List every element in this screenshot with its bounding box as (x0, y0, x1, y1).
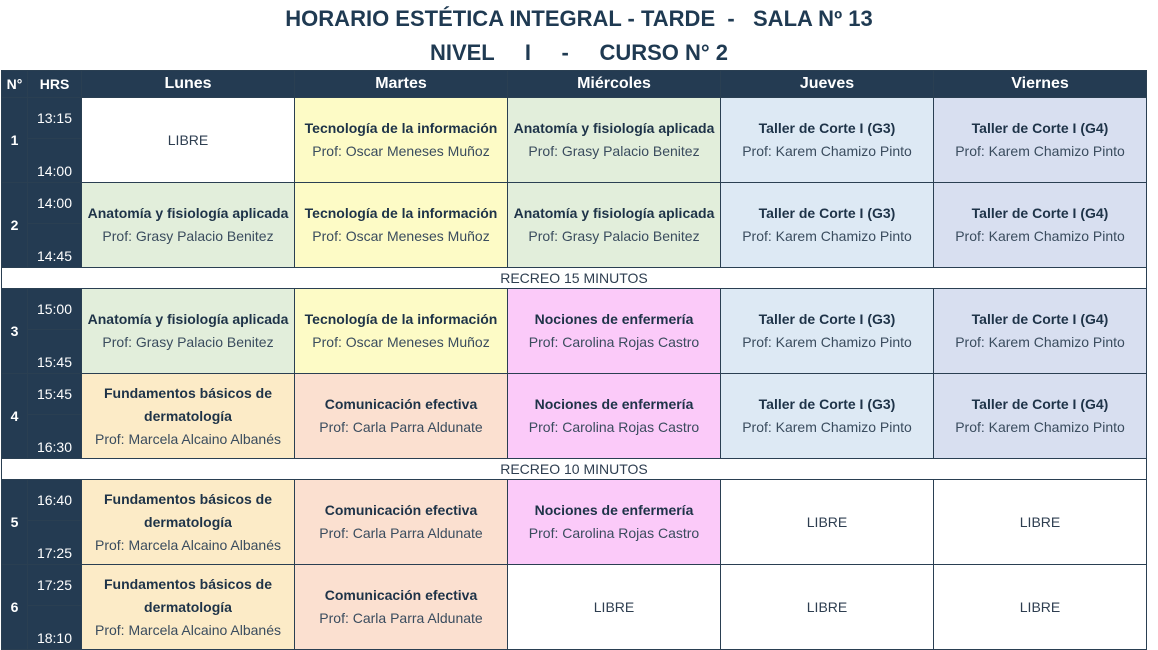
professor-name: Prof: Karem Chamizo Pinto (955, 143, 1125, 159)
recess-row (2, 268, 1147, 289)
schedule-row (2, 289, 1147, 330)
header-row (2, 71, 1147, 98)
subject-name: Taller de Corte I (G3) (758, 205, 896, 221)
recess-row (2, 459, 1147, 480)
subject-name: Anatomía y fisiología aplicada (513, 205, 715, 221)
end-time: 17:25 (28, 521, 82, 565)
subject-name: Tecnología de la información (304, 311, 498, 327)
class-cell (82, 289, 295, 374)
period-number: 6 (2, 565, 28, 650)
class-cell (82, 565, 295, 650)
subject-name: Taller de Corte I (G3) (758, 120, 896, 136)
end-time: 15:45 (28, 330, 82, 374)
recess-label: RECREO 10 MINUTOS (2, 459, 1147, 480)
professor-name: Prof: Marcela Alcaino Albanés (95, 621, 281, 638)
free-period-label: LIBRE (593, 598, 635, 615)
free-period-label: LIBRE (1019, 513, 1061, 530)
class-cell (295, 98, 508, 183)
class-cell (82, 374, 295, 459)
professor-name: Prof: Karem Chamizo Pinto (742, 143, 912, 159)
professor-name: Prof: Grasy Palacio Benitez (102, 334, 274, 350)
header-day-miercoles: Miércoles (508, 71, 721, 98)
class-cell (82, 480, 295, 565)
professor-name: Prof: Carolina Rojas Castro (528, 419, 700, 435)
schedule-row (2, 98, 1147, 139)
subject-name: Nociones de enfermería (534, 311, 694, 327)
subject-name: Comunicación efectiva (324, 502, 478, 518)
free-period-label: LIBRE (167, 131, 209, 148)
schedule-row (2, 565, 1147, 606)
end-time: 16:30 (28, 415, 82, 459)
professor-name: Prof: Oscar Meneses Muñoz (312, 334, 490, 350)
professor-name: Prof: Oscar Meneses Muñoz (312, 143, 490, 159)
class-cell (721, 374, 934, 459)
professor-name: Prof: Karem Chamizo Pinto (742, 228, 912, 244)
class-cell (295, 183, 508, 268)
subject-name: Nociones de enfermería (534, 396, 694, 412)
start-time: 15:00 (28, 289, 82, 330)
schedule-row (2, 183, 1147, 224)
schedule-table (1, 70, 1147, 650)
subject-name: Anatomía y fisiología aplicada (513, 120, 715, 136)
class-cell (721, 480, 934, 565)
free-period-label: LIBRE (806, 513, 848, 530)
period-number: 2 (2, 183, 28, 268)
header-day-martes: Martes (295, 71, 508, 98)
professor-name: Prof: Karem Chamizo Pinto (955, 228, 1125, 244)
class-cell (82, 98, 295, 183)
subject-name: Fundamentos básicos de dermatología (103, 490, 273, 530)
professor-name: Prof: Carla Parra Aldunate (319, 419, 483, 435)
class-cell (934, 565, 1147, 650)
subject-name: Taller de Corte I (G4) (971, 311, 1109, 327)
professor-name: Prof: Karem Chamizo Pinto (742, 334, 912, 350)
recess-label: RECREO 15 MINUTOS (2, 268, 1147, 289)
start-time: 14:00 (28, 183, 82, 224)
start-time: 13:15 (28, 98, 82, 139)
class-cell (721, 183, 934, 268)
class-cell (295, 289, 508, 374)
subject-name: Anatomía y fisiología aplicada (87, 205, 289, 221)
subject-name: Tecnología de la información (304, 205, 498, 221)
header-hrs: HRS (28, 71, 82, 98)
professor-name: Prof: Carolina Rojas Castro (528, 525, 700, 541)
subject-name: Taller de Corte I (G4) (971, 396, 1109, 412)
class-cell (295, 480, 508, 565)
subject-name: Anatomía y fisiología aplicada (87, 311, 289, 327)
end-time: 14:45 (28, 224, 82, 268)
subject-name: Taller de Corte I (G4) (971, 205, 1109, 221)
free-period-label: LIBRE (1019, 598, 1061, 615)
class-cell (508, 183, 721, 268)
professor-name: Prof: Grasy Palacio Benitez (102, 228, 274, 244)
period-number: 4 (2, 374, 28, 459)
professor-name: Prof: Karem Chamizo Pinto (955, 419, 1125, 435)
professor-name: Prof: Marcela Alcaino Albanés (95, 430, 281, 447)
class-cell (82, 183, 295, 268)
period-number: 1 (2, 98, 28, 183)
header-day-lunes: Lunes (82, 71, 295, 98)
class-cell (508, 480, 721, 565)
start-time: 16:40 (28, 480, 82, 521)
subject-name: Taller de Corte I (G3) (758, 311, 896, 327)
header-num: N° (2, 71, 28, 98)
class-cell (721, 98, 934, 183)
subject-name: Fundamentos básicos de dermatología (103, 575, 273, 615)
class-cell (508, 565, 721, 650)
class-cell (934, 374, 1147, 459)
professor-name: Prof: Grasy Palacio Benitez (528, 143, 700, 159)
start-time: 17:25 (28, 565, 82, 606)
professor-name: Prof: Carla Parra Aldunate (319, 525, 483, 541)
subject-name: Fundamentos básicos de dermatología (103, 384, 273, 424)
subject-name: Tecnología de la información (304, 120, 498, 136)
professor-name: Prof: Marcela Alcaino Albanés (95, 536, 281, 553)
schedule-title: HORARIO ESTÉTICA INTEGRAL - TARDE - SALA Nº 13 (285, 6, 873, 31)
class-cell (508, 374, 721, 459)
subject-name: Comunicación efectiva (324, 396, 478, 412)
professor-name: Prof: Grasy Palacio Benitez (528, 228, 700, 244)
subject-name: Comunicación efectiva (324, 587, 478, 603)
subject-name: Taller de Corte I (G4) (971, 120, 1109, 136)
period-number: 3 (2, 289, 28, 374)
class-cell (295, 374, 508, 459)
professor-name: Prof: Oscar Meneses Muñoz (312, 228, 490, 244)
professor-name: Prof: Carla Parra Aldunate (319, 610, 483, 626)
class-cell (508, 98, 721, 183)
professor-name: Prof: Karem Chamizo Pinto (955, 334, 1125, 350)
professor-name: Prof: Carolina Rojas Castro (528, 334, 700, 350)
class-cell (934, 183, 1147, 268)
free-period-label: LIBRE (806, 598, 848, 615)
class-cell (721, 289, 934, 374)
class-cell (934, 98, 1147, 183)
class-cell (295, 565, 508, 650)
schedule-row (2, 374, 1147, 415)
class-cell (934, 289, 1147, 374)
schedule-row (2, 480, 1147, 521)
period-number: 5 (2, 480, 28, 565)
header-day-jueves: Jueves (721, 71, 934, 98)
subject-name: Taller de Corte I (G3) (758, 396, 896, 412)
schedule-subtitle: NIVEL I - CURSO N° 2 (429, 40, 729, 65)
start-time: 15:45 (28, 374, 82, 415)
class-cell (721, 565, 934, 650)
end-time: 18:10 (28, 606, 82, 650)
end-time: 14:00 (28, 139, 82, 183)
class-cell (934, 480, 1147, 565)
professor-name: Prof: Karem Chamizo Pinto (742, 419, 912, 435)
header-day-viernes: Viernes (934, 71, 1147, 98)
subject-name: Nociones de enfermería (534, 502, 694, 518)
class-cell (508, 289, 721, 374)
